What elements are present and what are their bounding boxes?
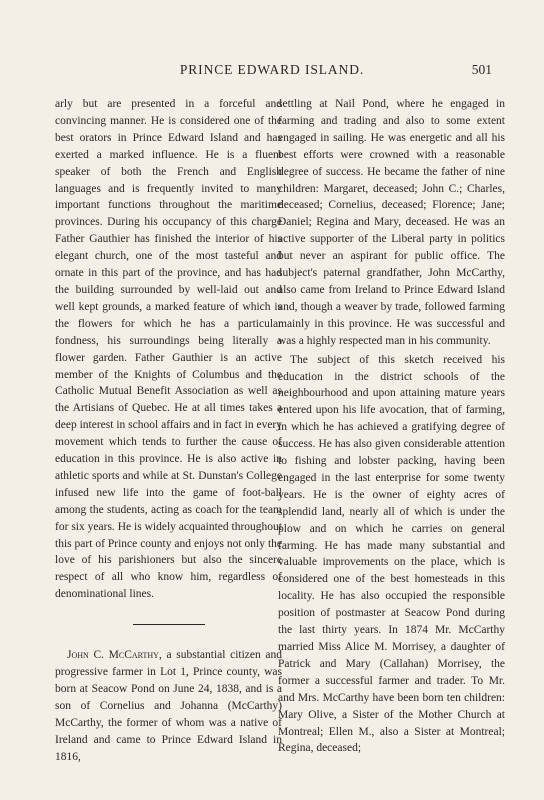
subject-name: John C. McCarthy — [67, 649, 159, 662]
paragraph-family: settling at Nail Pond, where he engaged in farming and trading and also to some extent engaged in sailing. He was energetic and all his best efforts were crowned with a reasonable degree of success. He became the father of nine children: Margaret, deceased; John C.; Charles, deceased; Cornelius, deceased; Florence; Jane; Daniel; Regina and Mary, deceased. He was an active supporter of the Liberal party in politics but never an aspirant for public office. The subject's paternal grandfather, John McCarthy, also came from Ireland to Prince Edward Island and, though a weaver by trade, followed farming mainly in this province. He was successful and was a highly respected man in his community. — [278, 98, 505, 347]
right-column — [278, 96, 505, 757]
running-title: PRINCE EDWARD ISLAND. — [179, 62, 365, 77]
left-column — [55, 96, 282, 766]
paragraph-career: The subject of this sketch received his education in the district schools of the neighbourhood and upon attaining mature years entered upon his life avocation, that of farming, in which he has achieved a gratifying degree of success. He has also given considerable attention to fishing and lobster packing, having been engaged in the last enterprise for some twenty years. He is the owner of eighty acres of splendid land, nearly all of which is under the plow and on which he carries on general farming. He has made many substantial and valuable improvements on the place, which is considered one of the best homesteads in this locality. He has also occupied the responsible position of postmaster at Seacow Pond during the last thirty years. In 1874 Mr. McCarthy married Miss Alice M. Morrisey, a daughter of Patrick and Mary (Callahan) Morrisey, the former a successful farmer and trader. To Mr. and Mrs. McCarthy have been born ten children: Mary Olive, a Sister of the Mother Church at Montreal; Ellen M., also a Sister at Montreal; Regina, deceased; — [278, 353, 505, 755]
page-number: 501 — [471, 62, 492, 77]
section-divider — [133, 624, 205, 625]
paragraph-mccarthy-intro — [55, 647, 282, 765]
subject-intro-text: , a substantial citizen and progressive farmer in Lot 1, Prince county, was born at Seacow Pond on June 24, 1838, and is a son of Cornelius and Johanna (McCarthy) McCarthy, the former of whom was a native of Ireland and came to Prince Edward Island in 1816, — [55, 649, 282, 763]
paragraph-father-gauthier: arly but are presented in a forceful and convincing manner. He is considered one of the best orators in Prince Edward Island and has exerted a marked influence. He is a fluent speaker of both the French and English languages and is frequently invited to many important functions throughout the maritime provinces. During his occupancy of this charge Father Gauthier has finished the interior of his elegant church, one of the most tasteful and ornate in this part of the province, and has had the building surrounded by well-laid out and well kept grounds, a marked feature of which is the flowers for which he has a particular fondness, his surroundings being literally a flower garden. Father Gauthier is an active member of the Knights of Columbus and the Catholic Mutual Benefit Association as well as the Artisians of Quebec. He at all times takes a deep interest in school affairs and in fact in every movement which tends to further the cause of education in this province. He is also active in athletic sports and while at St. Dunstan's College infused new life into the game of foot-ball among the students, acting as coach for the team for six years. He is widely acquainted throughout this part of Prince county and enjoys not only the love of his parishioners but also the sincere respect of all who know him, regardless of denominational lines. — [55, 98, 282, 601]
